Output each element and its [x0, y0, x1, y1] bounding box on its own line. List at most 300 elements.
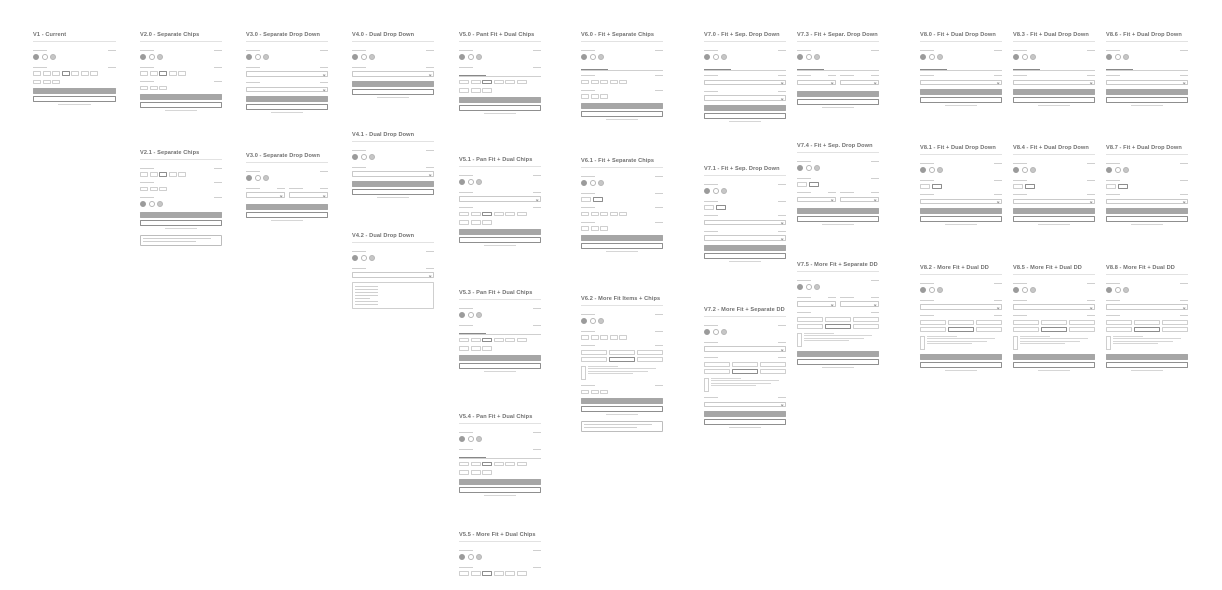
fit-tab[interactable] — [852, 65, 879, 70]
fit-option[interactable] — [1041, 320, 1067, 325]
dropdown-select[interactable] — [352, 71, 434, 77]
fit-tab[interactable] — [947, 65, 974, 70]
add-to-bag-button[interactable] — [246, 96, 328, 102]
add-to-bag-button[interactable] — [1106, 89, 1188, 95]
fit-tab[interactable] — [797, 65, 824, 70]
size-chip[interactable] — [33, 71, 41, 76]
size-chip[interactable] — [71, 71, 79, 76]
color-swatch[interactable] — [476, 179, 482, 185]
fit-tab[interactable] — [459, 453, 486, 458]
dropdown-select[interactable] — [1013, 80, 1095, 86]
color-swatch[interactable] — [797, 284, 803, 290]
color-swatch[interactable] — [149, 54, 155, 60]
buy-now-button[interactable] — [920, 216, 1002, 222]
size-chip[interactable] — [517, 462, 527, 467]
dropdown-select[interactable] — [704, 346, 786, 352]
color-swatch[interactable] — [246, 175, 252, 181]
color-swatch[interactable] — [713, 329, 719, 335]
color-swatch[interactable] — [1013, 54, 1019, 60]
size-chip[interactable] — [471, 470, 481, 475]
color-swatch[interactable] — [598, 318, 604, 324]
dropdown-select[interactable] — [352, 171, 434, 177]
fit-option[interactable] — [732, 362, 758, 367]
add-to-bag-button[interactable] — [1106, 354, 1188, 360]
buy-now-button[interactable] — [246, 212, 328, 218]
color-swatch[interactable] — [806, 165, 812, 171]
size-chip[interactable] — [581, 197, 591, 202]
add-to-bag-button[interactable] — [704, 411, 786, 417]
buy-now-button[interactable] — [704, 113, 786, 119]
size-chip[interactable] — [169, 172, 177, 177]
color-swatch[interactable] — [1013, 287, 1019, 293]
size-chip[interactable] — [494, 571, 504, 576]
dropdown-select[interactable] — [289, 192, 328, 198]
size-chip[interactable] — [581, 390, 589, 395]
color-swatch[interactable] — [1123, 54, 1129, 60]
color-swatch[interactable] — [361, 255, 367, 261]
fit-tab[interactable] — [486, 71, 513, 76]
fit-option[interactable] — [1106, 320, 1132, 325]
size-chip[interactable] — [482, 346, 492, 351]
color-swatch[interactable] — [1022, 287, 1028, 293]
color-swatch[interactable] — [140, 54, 146, 60]
size-chip[interactable] — [159, 86, 167, 91]
fit-tab[interactable] — [608, 65, 635, 70]
size-chip[interactable] — [517, 338, 527, 343]
size-chip[interactable] — [81, 71, 89, 76]
add-to-bag-button[interactable] — [797, 208, 879, 214]
size-chip[interactable] — [600, 226, 608, 231]
fit-option[interactable] — [948, 320, 974, 325]
buy-now-button[interactable] — [581, 406, 663, 412]
dropdown-select[interactable] — [704, 235, 786, 241]
size-chip[interactable] — [62, 71, 70, 76]
color-swatch[interactable] — [581, 54, 587, 60]
fit-tab[interactable] — [459, 329, 486, 334]
buy-now-button[interactable] — [33, 96, 116, 102]
dropdown-select[interactable] — [246, 71, 328, 77]
dropdown-select[interactable] — [704, 402, 786, 408]
dropdown-select[interactable] — [920, 304, 1002, 310]
fit-tab[interactable] — [1161, 65, 1188, 70]
size-chip[interactable] — [471, 88, 481, 93]
fit-tab[interactable] — [1106, 65, 1133, 70]
size-chip[interactable] — [459, 571, 469, 576]
fit-option[interactable] — [637, 350, 663, 355]
color-swatch[interactable] — [468, 312, 474, 318]
color-swatch[interactable] — [459, 54, 465, 60]
size-chip[interactable] — [43, 71, 51, 76]
fit-tab[interactable] — [731, 65, 758, 70]
color-swatch[interactable] — [937, 167, 943, 173]
size-chip[interactable] — [482, 338, 492, 343]
fit-option[interactable] — [581, 350, 607, 355]
size-chip[interactable] — [610, 212, 618, 217]
add-to-bag-button[interactable] — [1013, 89, 1095, 95]
size-chip[interactable] — [704, 205, 714, 210]
color-swatch[interactable] — [369, 54, 375, 60]
color-swatch[interactable] — [1115, 287, 1121, 293]
buy-now-button[interactable] — [797, 216, 879, 222]
size-chip[interactable] — [482, 88, 492, 93]
add-to-bag-button[interactable] — [459, 355, 541, 361]
buy-now-button[interactable] — [1106, 97, 1188, 103]
dropdown-select[interactable] — [797, 80, 836, 86]
color-swatch[interactable] — [937, 54, 943, 60]
fit-option[interactable] — [732, 369, 758, 374]
fit-tab[interactable] — [1040, 65, 1067, 70]
fit-option[interactable] — [920, 320, 946, 325]
fit-option[interactable] — [704, 369, 730, 374]
fit-option[interactable] — [1134, 320, 1160, 325]
color-swatch[interactable] — [598, 54, 604, 60]
buy-now-button[interactable] — [704, 253, 786, 259]
color-swatch[interactable] — [1022, 54, 1028, 60]
size-chip[interactable] — [159, 187, 167, 192]
add-to-bag-button[interactable] — [352, 81, 434, 87]
size-chip[interactable] — [459, 212, 469, 217]
fit-option[interactable] — [1013, 327, 1039, 332]
size-chip[interactable] — [591, 80, 599, 85]
color-swatch[interactable] — [1030, 287, 1036, 293]
fit-option[interactable] — [853, 324, 879, 329]
color-swatch[interactable] — [1123, 287, 1129, 293]
size-chip[interactable] — [600, 80, 608, 85]
color-swatch[interactable] — [1030, 54, 1036, 60]
size-chip[interactable] — [610, 80, 618, 85]
color-swatch[interactable] — [33, 54, 39, 60]
color-swatch[interactable] — [721, 188, 727, 194]
size-chip[interactable] — [591, 390, 599, 395]
fit-option[interactable] — [1106, 327, 1132, 332]
color-swatch[interactable] — [468, 554, 474, 560]
size-chip[interactable] — [920, 184, 930, 189]
fit-option[interactable] — [581, 357, 607, 362]
size-chip[interactable] — [482, 220, 492, 225]
size-chip[interactable] — [482, 462, 492, 467]
size-chip[interactable] — [505, 80, 515, 85]
dropdown-select[interactable] — [246, 192, 285, 198]
size-chip[interactable] — [1013, 184, 1023, 189]
add-to-bag-button[interactable] — [246, 204, 328, 210]
color-swatch[interactable] — [369, 154, 375, 160]
size-chip[interactable] — [1106, 184, 1116, 189]
color-swatch[interactable] — [797, 165, 803, 171]
dropdown-select[interactable] — [840, 80, 879, 86]
dropdown-select[interactable] — [797, 301, 836, 307]
color-swatch[interactable] — [352, 154, 358, 160]
dropdown-select[interactable] — [1106, 304, 1188, 310]
fit-option[interactable] — [609, 350, 635, 355]
dropdown-select[interactable] — [246, 87, 328, 93]
size-chip[interactable] — [178, 71, 186, 76]
color-swatch[interactable] — [1022, 167, 1028, 173]
color-swatch[interactable] — [797, 54, 803, 60]
size-chip[interactable] — [33, 80, 41, 85]
fit-tab[interactable] — [514, 453, 541, 458]
size-chip[interactable] — [505, 462, 515, 467]
size-chip[interactable] — [150, 172, 158, 177]
fit-option[interactable] — [797, 324, 823, 329]
color-swatch[interactable] — [929, 54, 935, 60]
buy-now-button[interactable] — [246, 104, 328, 110]
color-swatch[interactable] — [721, 54, 727, 60]
fit-tab[interactable] — [824, 65, 851, 70]
dropdown-select[interactable] — [1013, 199, 1095, 205]
add-to-bag-button[interactable] — [140, 94, 222, 100]
size-chip[interactable] — [581, 94, 589, 99]
color-swatch[interactable] — [713, 54, 719, 60]
color-swatch[interactable] — [704, 329, 710, 335]
color-swatch[interactable] — [468, 436, 474, 442]
size-chip[interactable] — [150, 187, 158, 192]
color-swatch[interactable] — [1106, 167, 1112, 173]
size-chip[interactable] — [140, 86, 148, 91]
fit-tab[interactable] — [920, 65, 947, 70]
color-swatch[interactable] — [1115, 167, 1121, 173]
add-to-bag-button[interactable] — [581, 103, 663, 109]
color-swatch[interactable] — [590, 180, 596, 186]
size-chip[interactable] — [517, 212, 527, 217]
dropdown-select[interactable] — [840, 197, 879, 203]
size-chip[interactable] — [140, 172, 148, 177]
fit-tab[interactable] — [1133, 65, 1160, 70]
size-chip[interactable] — [459, 338, 469, 343]
add-to-bag-button[interactable] — [459, 479, 541, 485]
size-chip[interactable] — [459, 88, 469, 93]
size-chip[interactable] — [600, 94, 608, 99]
color-swatch[interactable] — [459, 436, 465, 442]
size-chip[interactable] — [471, 346, 481, 351]
color-swatch[interactable] — [937, 287, 943, 293]
fit-option[interactable] — [1041, 327, 1067, 332]
color-swatch[interactable] — [476, 54, 482, 60]
size-chip[interactable] — [471, 571, 481, 576]
fit-option[interactable] — [1162, 327, 1188, 332]
size-chip[interactable] — [1025, 184, 1035, 189]
fit-option[interactable] — [1069, 327, 1095, 332]
color-swatch[interactable] — [157, 201, 163, 207]
size-chip[interactable] — [581, 335, 589, 340]
buy-now-button[interactable] — [140, 220, 222, 226]
buy-now-button[interactable] — [459, 237, 541, 243]
size-chip[interactable] — [52, 80, 60, 85]
dropdown-select[interactable] — [704, 80, 786, 86]
color-swatch[interactable] — [140, 201, 146, 207]
size-chip[interactable] — [482, 212, 492, 217]
fit-option[interactable] — [1013, 320, 1039, 325]
size-chip[interactable] — [90, 71, 98, 76]
size-chip[interactable] — [600, 212, 608, 217]
size-chip[interactable] — [471, 212, 481, 217]
size-chip[interactable] — [159, 71, 167, 76]
size-chip[interactable] — [459, 220, 469, 225]
add-to-bag-button[interactable] — [140, 212, 222, 218]
buy-now-button[interactable] — [920, 97, 1002, 103]
add-to-bag-button[interactable] — [704, 245, 786, 251]
size-chip[interactable] — [505, 571, 515, 576]
size-chip[interactable] — [581, 80, 589, 85]
color-swatch[interactable] — [468, 179, 474, 185]
dropdown-select[interactable] — [352, 272, 434, 278]
color-swatch[interactable] — [476, 312, 482, 318]
color-swatch[interactable] — [157, 54, 163, 60]
add-to-bag-button[interactable] — [920, 354, 1002, 360]
size-chip[interactable] — [591, 226, 599, 231]
size-chip[interactable] — [505, 338, 515, 343]
fit-option[interactable] — [637, 357, 663, 362]
size-chip[interactable] — [150, 71, 158, 76]
size-chip[interactable] — [517, 571, 527, 576]
color-swatch[interactable] — [814, 284, 820, 290]
fit-option[interactable] — [920, 327, 946, 332]
color-swatch[interactable] — [814, 54, 820, 60]
size-chip[interactable] — [471, 80, 481, 85]
size-chip[interactable] — [591, 335, 599, 340]
size-chip[interactable] — [716, 205, 726, 210]
fit-tab[interactable] — [1013, 65, 1040, 70]
color-swatch[interactable] — [476, 554, 482, 560]
size-chip[interactable] — [591, 94, 599, 99]
buy-now-button[interactable] — [1106, 362, 1188, 368]
buy-now-button[interactable] — [797, 359, 879, 365]
color-swatch[interactable] — [50, 54, 56, 60]
fit-option[interactable] — [704, 362, 730, 367]
size-chip[interactable] — [581, 212, 589, 217]
buy-now-button[interactable] — [920, 362, 1002, 368]
buy-now-button[interactable] — [704, 419, 786, 425]
size-chip[interactable] — [482, 470, 492, 475]
add-to-bag-button[interactable] — [797, 91, 879, 97]
color-swatch[interactable] — [468, 54, 474, 60]
size-chip[interactable] — [159, 172, 167, 177]
fit-option[interactable] — [609, 357, 635, 362]
color-swatch[interactable] — [1106, 287, 1112, 293]
add-to-bag-button[interactable] — [352, 181, 434, 187]
dropdown-select[interactable] — [920, 199, 1002, 205]
color-swatch[interactable] — [713, 188, 719, 194]
size-chip[interactable] — [459, 470, 469, 475]
fit-option[interactable] — [976, 327, 1002, 332]
add-to-bag-button[interactable] — [704, 105, 786, 111]
fit-option[interactable] — [1134, 327, 1160, 332]
dropdown-select[interactable] — [1106, 80, 1188, 86]
fit-tab[interactable] — [486, 453, 513, 458]
buy-now-button[interactable] — [352, 89, 434, 95]
size-chip[interactable] — [482, 571, 492, 576]
add-to-bag-button[interactable] — [459, 97, 541, 103]
color-swatch[interactable] — [920, 54, 926, 60]
fit-option[interactable] — [1069, 320, 1095, 325]
color-swatch[interactable] — [1106, 54, 1112, 60]
color-swatch[interactable] — [929, 287, 935, 293]
color-swatch[interactable] — [590, 54, 596, 60]
color-swatch[interactable] — [581, 318, 587, 324]
size-chip[interactable] — [591, 212, 599, 217]
color-swatch[interactable] — [806, 54, 812, 60]
dropdown-select[interactable] — [797, 197, 836, 203]
size-chip[interactable] — [494, 338, 504, 343]
size-chip[interactable] — [494, 462, 504, 467]
size-chip[interactable] — [140, 71, 148, 76]
fit-tab[interactable] — [975, 65, 1002, 70]
add-to-bag-button[interactable] — [459, 229, 541, 235]
size-chip[interactable] — [581, 226, 589, 231]
buy-now-button[interactable] — [140, 102, 222, 108]
add-to-bag-button[interactable] — [1013, 354, 1095, 360]
buy-now-button[interactable] — [581, 243, 663, 249]
add-to-bag-button[interactable] — [920, 208, 1002, 214]
add-to-bag-button[interactable] — [581, 398, 663, 404]
fit-option[interactable] — [948, 327, 974, 332]
fit-tab[interactable] — [514, 71, 541, 76]
fit-option[interactable] — [976, 320, 1002, 325]
buy-now-button[interactable] — [581, 111, 663, 117]
dropdown-select[interactable] — [704, 220, 786, 226]
fit-tab[interactable] — [486, 329, 513, 334]
buy-now-button[interactable] — [797, 99, 879, 105]
color-swatch[interactable] — [42, 54, 48, 60]
fit-option[interactable] — [760, 369, 786, 374]
size-chip[interactable] — [52, 71, 60, 76]
color-swatch[interactable] — [806, 284, 812, 290]
color-swatch[interactable] — [361, 154, 367, 160]
color-swatch[interactable] — [263, 54, 269, 60]
buy-now-button[interactable] — [1106, 216, 1188, 222]
size-chip[interactable] — [517, 80, 527, 85]
color-swatch[interactable] — [459, 312, 465, 318]
size-chip[interactable] — [809, 182, 819, 187]
color-swatch[interactable] — [361, 54, 367, 60]
size-chip[interactable] — [178, 172, 186, 177]
fit-tab[interactable] — [1068, 65, 1095, 70]
color-swatch[interactable] — [459, 554, 465, 560]
color-swatch[interactable] — [1030, 167, 1036, 173]
color-swatch[interactable] — [352, 255, 358, 261]
size-chip[interactable] — [471, 338, 481, 343]
color-swatch[interactable] — [920, 167, 926, 173]
dropdown-select[interactable] — [704, 95, 786, 101]
add-to-bag-button[interactable] — [920, 89, 1002, 95]
color-swatch[interactable] — [704, 54, 710, 60]
fit-option[interactable] — [853, 317, 879, 322]
color-swatch[interactable] — [263, 175, 269, 181]
add-to-bag-button[interactable] — [1106, 208, 1188, 214]
color-swatch[interactable] — [598, 180, 604, 186]
size-chip[interactable] — [1118, 184, 1128, 189]
add-to-bag-button[interactable] — [1013, 208, 1095, 214]
size-chip[interactable] — [619, 335, 627, 340]
dropdown-select[interactable] — [1013, 304, 1095, 310]
size-chip[interactable] — [150, 86, 158, 91]
color-swatch[interactable] — [459, 179, 465, 185]
fit-option[interactable] — [797, 317, 823, 322]
add-to-bag-button[interactable] — [797, 351, 879, 357]
color-swatch[interactable] — [255, 175, 261, 181]
buy-now-button[interactable] — [1013, 362, 1095, 368]
color-swatch[interactable] — [929, 167, 935, 173]
color-swatch[interactable] — [255, 54, 261, 60]
color-swatch[interactable] — [476, 436, 482, 442]
color-swatch[interactable] — [721, 329, 727, 335]
size-chip[interactable] — [471, 220, 481, 225]
buy-now-button[interactable] — [459, 363, 541, 369]
size-chip[interactable] — [494, 80, 504, 85]
color-swatch[interactable] — [581, 180, 587, 186]
fit-option[interactable] — [760, 362, 786, 367]
size-chip[interactable] — [797, 182, 807, 187]
dropdown-select[interactable] — [459, 196, 541, 202]
